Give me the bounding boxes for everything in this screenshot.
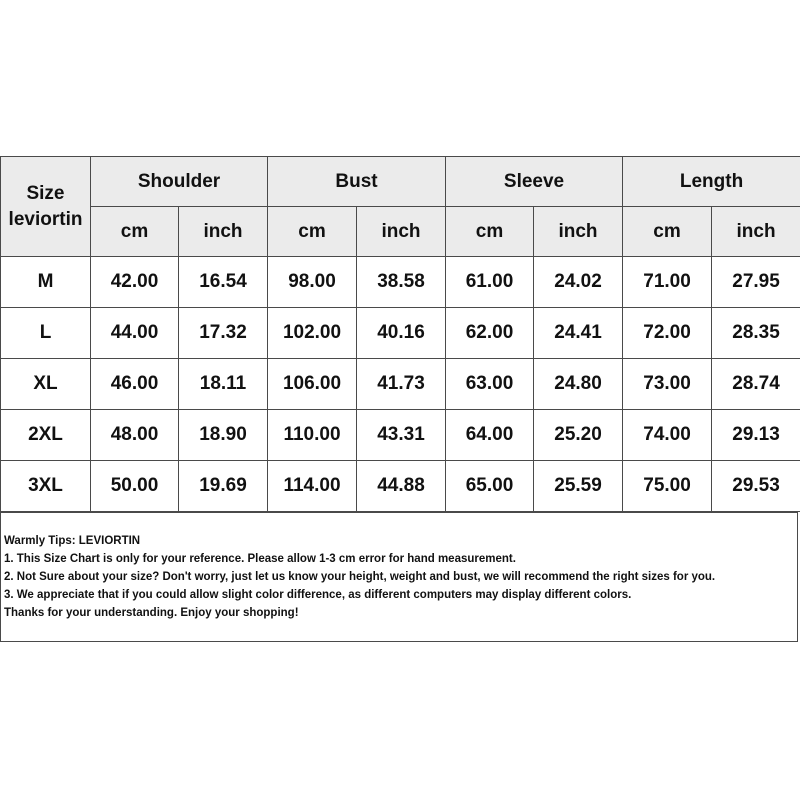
value-cell: 27.95: [712, 257, 800, 308]
tips-line: Thanks for your understanding. Enjoy your shopping!: [4, 607, 299, 619]
value-cell: 24.80: [534, 359, 623, 410]
value-cell: 24.02: [534, 257, 623, 308]
value-cell: 73.00: [623, 359, 712, 410]
size-cell: XL: [1, 359, 91, 410]
unit-header-cm: cm: [623, 207, 712, 257]
value-cell: 41.73: [357, 359, 446, 410]
unit-header-cm: cm: [268, 207, 357, 257]
value-cell: 64.00: [446, 410, 534, 461]
unit-header-inch: inch: [534, 207, 623, 257]
value-cell: 28.35: [712, 308, 800, 359]
size-cell: M: [1, 257, 91, 308]
value-cell: 102.00: [268, 308, 357, 359]
value-cell: 72.00: [623, 308, 712, 359]
group-header-sleeve: Sleeve: [446, 157, 623, 207]
group-header-bust: Bust: [268, 157, 446, 207]
value-cell: 65.00: [446, 461, 534, 512]
value-cell: 75.00: [623, 461, 712, 512]
value-cell: 18.11: [179, 359, 268, 410]
value-cell: 44.88: [357, 461, 446, 512]
value-cell: 18.90: [179, 410, 268, 461]
size-chart: [0, 156, 800, 512]
unit-header-cm: cm: [91, 207, 179, 257]
value-cell: 28.74: [712, 359, 800, 410]
value-cell: 63.00: [446, 359, 534, 410]
brand-label: leviortin: [8, 208, 83, 230]
size-header-label: Size: [26, 182, 65, 204]
header-row-units: [1, 207, 800, 257]
value-cell: 24.41: [534, 308, 623, 359]
unit-header-inch: inch: [179, 207, 268, 257]
value-cell: 43.31: [357, 410, 446, 461]
value-cell: 29.13: [712, 410, 800, 461]
value-cell: 61.00: [446, 257, 534, 308]
value-cell: 38.58: [357, 257, 446, 308]
value-cell: 110.00: [268, 410, 357, 461]
table-row-3xl: [1, 461, 800, 512]
size-table: [0, 156, 800, 512]
header-row-groups: [1, 157, 800, 207]
group-header-length: Length: [623, 157, 800, 207]
value-cell: 46.00: [91, 359, 179, 410]
value-cell: 62.00: [446, 308, 534, 359]
value-cell: 74.00: [623, 410, 712, 461]
value-cell: 50.00: [91, 461, 179, 512]
size-cell: L: [1, 308, 91, 359]
table-row-2xl: [1, 410, 800, 461]
value-cell: 98.00: [268, 257, 357, 308]
value-cell: 40.16: [357, 308, 446, 359]
value-cell: 44.00: [91, 308, 179, 359]
value-cell: 106.00: [268, 359, 357, 410]
size-header-cell: [1, 157, 91, 257]
tips-line: 3. We appreciate that if you could allow slight color difference, as different computers may display different colors.: [4, 589, 632, 601]
tips-line: 2. Not Sure about your size? Don't worry, just let us know your height, weight and bust, we will recommend the right sizes for you.: [4, 571, 716, 583]
value-cell: 29.53: [712, 461, 800, 512]
value-cell: 48.00: [91, 410, 179, 461]
value-cell: 16.54: [179, 257, 268, 308]
unit-header-inch: inch: [712, 207, 800, 257]
value-cell: 114.00: [268, 461, 357, 512]
size-cell: 2XL: [1, 410, 91, 461]
value-cell: 17.32: [179, 308, 268, 359]
value-cell: 19.69: [179, 461, 268, 512]
table-row-xl: [1, 359, 800, 410]
value-cell: 42.00: [91, 257, 179, 308]
unit-header-cm: cm: [446, 207, 534, 257]
value-cell: 25.20: [534, 410, 623, 461]
tips-line: 1. This Size Chart is only for your reference. Please allow 1-3 cm error for hand measurement.: [4, 553, 516, 565]
tips-title: Warmly Tips: LEVIORTIN: [4, 535, 141, 547]
tips-box: [0, 512, 798, 642]
table-row-m: [1, 257, 800, 308]
size-cell: 3XL: [1, 461, 91, 512]
value-cell: 71.00: [623, 257, 712, 308]
unit-header-inch: inch: [357, 207, 446, 257]
group-header-shoulder: Shoulder: [91, 157, 268, 207]
value-cell: 25.59: [534, 461, 623, 512]
table-row-l: [1, 308, 800, 359]
